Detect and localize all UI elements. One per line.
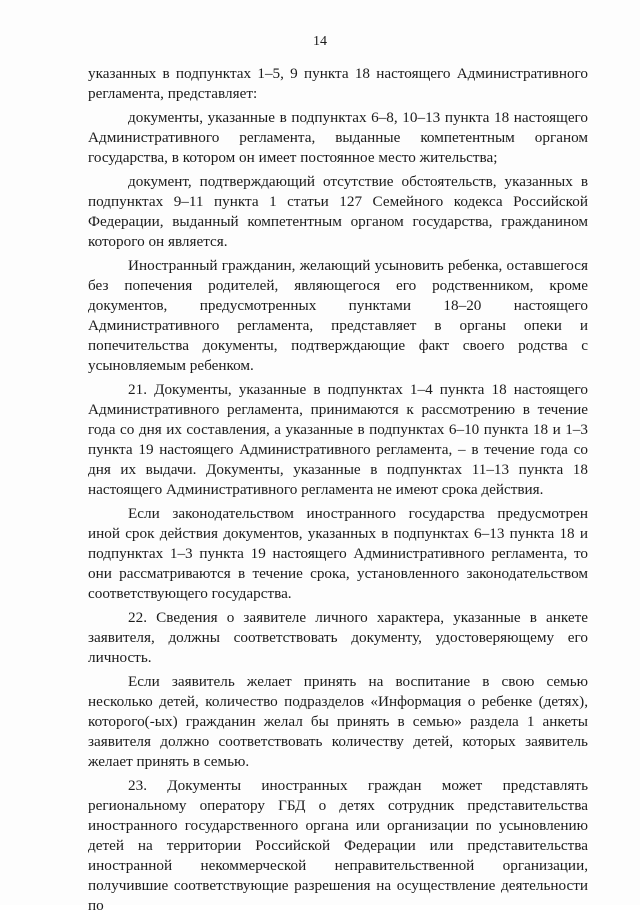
document-body	[88, 64, 588, 920]
paragraph: указанных в подпунктах 1–5, 9 пункта 18 настоящего Административного регламента, представляет:	[88, 65, 588, 102]
paragraph: Иностранный гражданин, желающий усыновить ребенка, оставшегося без попечения родителей, являющегося его родственником, кроме документов, предусмотренных пунктами 18–20 настоящего Административного регламента, представляет в органы опеки и попечительства документы, подтверждающие факт своего родства с усыновляемым ребенком.	[88, 257, 588, 374]
paragraph-item-22: 22. Сведения о заявителе личного характера, указанные в анкете заявителя, должны соответствовать документу, удостоверяющему его личность.	[88, 609, 588, 666]
paragraph: документы, указанные в подпунктах 6–8, 10–13 пункта 18 настоящего Административного регламента, выданные компетентным органом государства, в котором он имеет постоянное место жительства;	[88, 109, 588, 166]
paragraph: Если заявитель желает принять на воспитание в свою семью несколько детей, количество подразделов «Информация о ребенке (детях), которого(-ых) гражданин желал бы принять в семью» раздела 1 анкеты заявителя должно соответствовать количеству детей, которых заявитель желает принять в семью.	[88, 673, 588, 770]
page-number: 14	[313, 34, 327, 49]
paragraph: Если законодательством иностранного государства предусмотрен иной срок действия документов, указанных в подпунктах 6–13 пункта 18 и подпунктах 1–3 пункта 19 настоящего Административного регламента, то они рассматриваются в течение срока, установленного законодательством соответствующего государства.	[88, 505, 588, 602]
paragraph: документ, подтверждающий отсутствие обстоятельств, указанных в подпунктах 9–11 пункта 1 статьи 127 Семейного кодекса Российской Федерации, выданный компетентным органом государства, гражданином которого он является.	[88, 173, 588, 250]
paragraph-item-21: 21. Документы, указанные в подпунктах 1–4 пункта 18 настоящего Административного регламента, принимаются к рассмотрению в течение года со дня их составления, а указанные в подпунктах 6–10 пункта 18 и 1–3 пункта 19 настоящего Административного регламента, – в течение года со дня их выдачи. Документы, указанные в подпунктах 11–13 пункта 18 настоящего Административного регламента не имеют срока действия.	[88, 381, 588, 498]
paragraph-item-23: 23. Документы иностранных граждан может представлять региональному оператору ГБД о детях сотрудник представительства иностранного государственного органа или организации по усыновлению детей на территории Российской Федерации или представительства иностранной некоммерческой неправительственной организации, получившие соответствующие разрешения на осуществление деятельности по	[88, 777, 588, 914]
